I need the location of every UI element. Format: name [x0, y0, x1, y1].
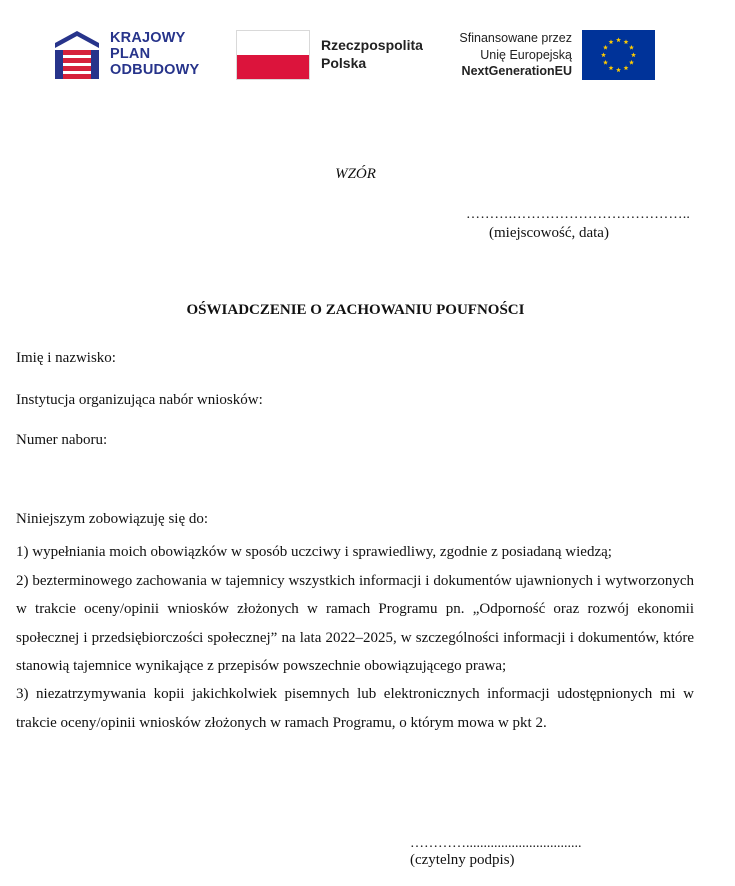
field-name: Imię i nazwisko: [16, 350, 116, 366]
eu-star-icon [601, 52, 606, 57]
declaration-item-2: 2) bezterminowego zachowania w tajemnicy wszystkich informacji i dokumentów ujawnionych i wytworzonych w trakcie oceny/opinii wniosków złożonych w ramach Programu pn. „Odporność oraz rozwój ekonomii społecznej i przedsiębiorczości społecznej” na lata 2022–2025, w szczególności informacji i dokumentów, które stanowią tajemnice wynikające z przepisów powszechnie obowiązującego prawa; [16, 572, 694, 675]
eu-star-icon [629, 45, 634, 50]
eu-star-icon [624, 65, 629, 70]
place-date-line: ……….……………………………….. [466, 207, 691, 222]
eu-flag-icon [582, 30, 655, 80]
place-date-label: (miejscowość, data) [489, 225, 609, 241]
kpo-wordmark: KRAJOWY PLAN ODBUDOWY [110, 30, 200, 78]
declaration-body [16, 505, 694, 737]
wzor-label: WZÓR [335, 166, 376, 182]
declaration-item-1: 1) wypełniania moich obowiązków w sposób uczciwy i sprawiedliwy, zgodnie z posiadaną wiedzą; [16, 544, 612, 561]
eu-star-icon [616, 67, 621, 72]
eu-star-icon [624, 39, 629, 44]
eu-stars-icon [582, 30, 655, 80]
signature-label: (czytelny podpis) [410, 852, 515, 868]
eu-funding-text: Sfinansowane przez Unię Europejską NextGenerationEU [459, 31, 572, 78]
eu-star-icon [609, 65, 614, 70]
eu-star-icon [616, 37, 621, 42]
eu-star-icon [629, 60, 634, 65]
field-call-number: Numer naboru: [16, 432, 108, 448]
eu-star-icon [603, 45, 608, 50]
kpo-emblem-icon [55, 31, 105, 79]
eu-star-icon [631, 52, 636, 57]
signature-line: …………................................. [410, 836, 582, 851]
declaration-item-3: 3) niezatrzymywania kopii jakichkolwiek pisemnych lub elektronicznych informacji udostępnionych mi w trakcie oceny/opinii wniosków złożonych w ramach Programu, o którym mowa w pkt 2. [16, 686, 694, 731]
document-title: OŚWIADCZENIE O ZACHOWANIU POUFNOŚCI [186, 302, 525, 318]
eu-star-icon [603, 60, 608, 65]
field-institution: Instytucja organizująca nabór wniosków: [16, 392, 263, 408]
poland-flag-icon [236, 30, 310, 80]
eu-star-icon [609, 39, 614, 44]
declaration-intro: Niniejszym zobowiązuję się do: [16, 511, 209, 527]
rzeczpospolita-polska-wordmark: Rzeczpospolita Polska [321, 37, 423, 71]
kpo-logo [55, 31, 207, 79]
